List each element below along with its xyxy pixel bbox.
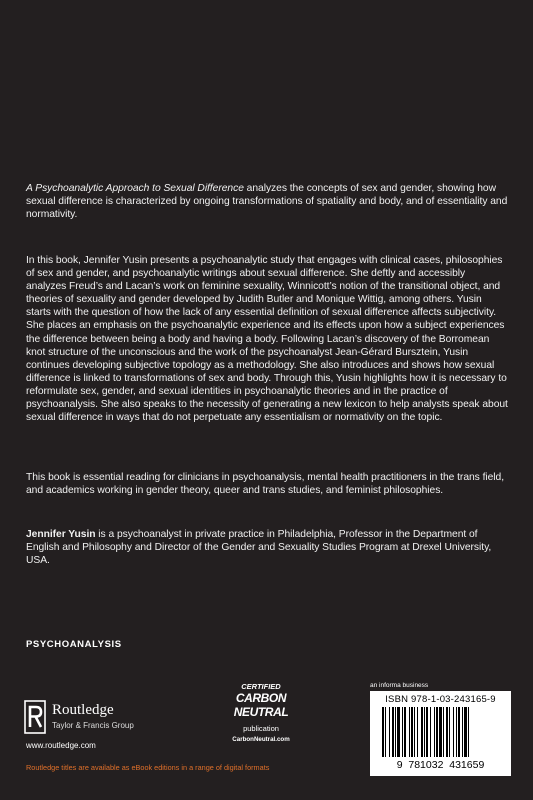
audience-paragraph [26, 471, 508, 497]
publisher-website: www.routledge.com [26, 741, 96, 750]
author-bio-paragraph [26, 528, 508, 567]
author-bio: is a psychoanalyst in private practice in Philadelphia, Professor in the Department of English and Philosophy and Director of the Gender and Sexuality Studies Program at Drexel University, USA. [26, 529, 492, 567]
subject-category: PSYCHOANALYSIS [26, 639, 122, 650]
cert-website: CarbonNeutral.com [232, 736, 290, 743]
barcode-digits: 9 781032 431659 [396, 759, 485, 771]
informa-business-tag: an informa business [370, 682, 429, 689]
publisher-logo [24, 700, 164, 736]
cert-certified: CERTIFIED [241, 682, 281, 691]
book-title-italic: A Psychoanalytic Approach to Sexual Difference [26, 183, 244, 194]
isbn-label: ISBN 978-1-03-243165-9 [385, 694, 496, 705]
intro-text: analyzes the concepts of sex and gender, showing how sexual difference is characterized by ongoing transformations of spatiality and body, and of essentiality and normativity. [26, 183, 508, 221]
publisher-group: Taylor & Francis Group [52, 721, 134, 730]
barcode-icon [382, 707, 499, 759]
cert-publication: publication [243, 724, 279, 733]
isbn-barcode [370, 691, 511, 776]
intro-paragraph [26, 182, 508, 221]
summary-paragraph [26, 254, 508, 424]
cert-neutral: NEUTRAL [233, 705, 289, 719]
audience-text: This book is essential reading for clinicians in psychoanalysis, mental health practitioners in the trans field, and academics working in gender theory, queer and trans studies, and feminist philosophies. [26, 472, 505, 497]
ebook-note: Routledge titles are available as eBook editions in a range of digital formats [26, 763, 270, 772]
summary-text: In this book, Jennifer Yusin presents a psychoanalytic study that engages with clinical cases, philosophies of sex and gender, and psychoanalytic writings about sexual difference. She deftly and accessibly analyzes Freud’s and Lacan’s work on feminine sexuality, Winnicott’s notion of the transitional object, and theories of sexuality and gender developed by Judith Butler and Monique Wittig, among others. Yusin starts with the question of how the lack of any essential definition of sexual difference affects subjectivity. She places an emphasis on the psychoanalytic experience and its effects upon how a subject experiences the difference between being a body and having a body. Following Lacan’s discovery of the Borromean knot structure of the unconscious and the work of the psychoanalyst Jean-Gérard Bursztein, Yusin continues developing subjective topology as a methodology. She also introduces and shows how sexual difference is linked to transformations of sex and body. Through this, Yusin highlights how it is necessary to reformulate sex, gender, and sexual identities in psychoanalytic theories and in the practice of psychoanalysis. She also speaks to the necessity of generating a new lexicon to help analysts speak about sexual difference in ways that do not perpetuate any essentialism or normativity on the topic. [26, 255, 508, 424]
cert-carbon: CARBON [235, 691, 287, 705]
author-name: Jennifer Yusin [26, 529, 96, 540]
publisher-name: Routledge [52, 702, 114, 718]
carbon-neutral-badge [229, 682, 293, 758]
routledge-r-icon [24, 700, 46, 734]
